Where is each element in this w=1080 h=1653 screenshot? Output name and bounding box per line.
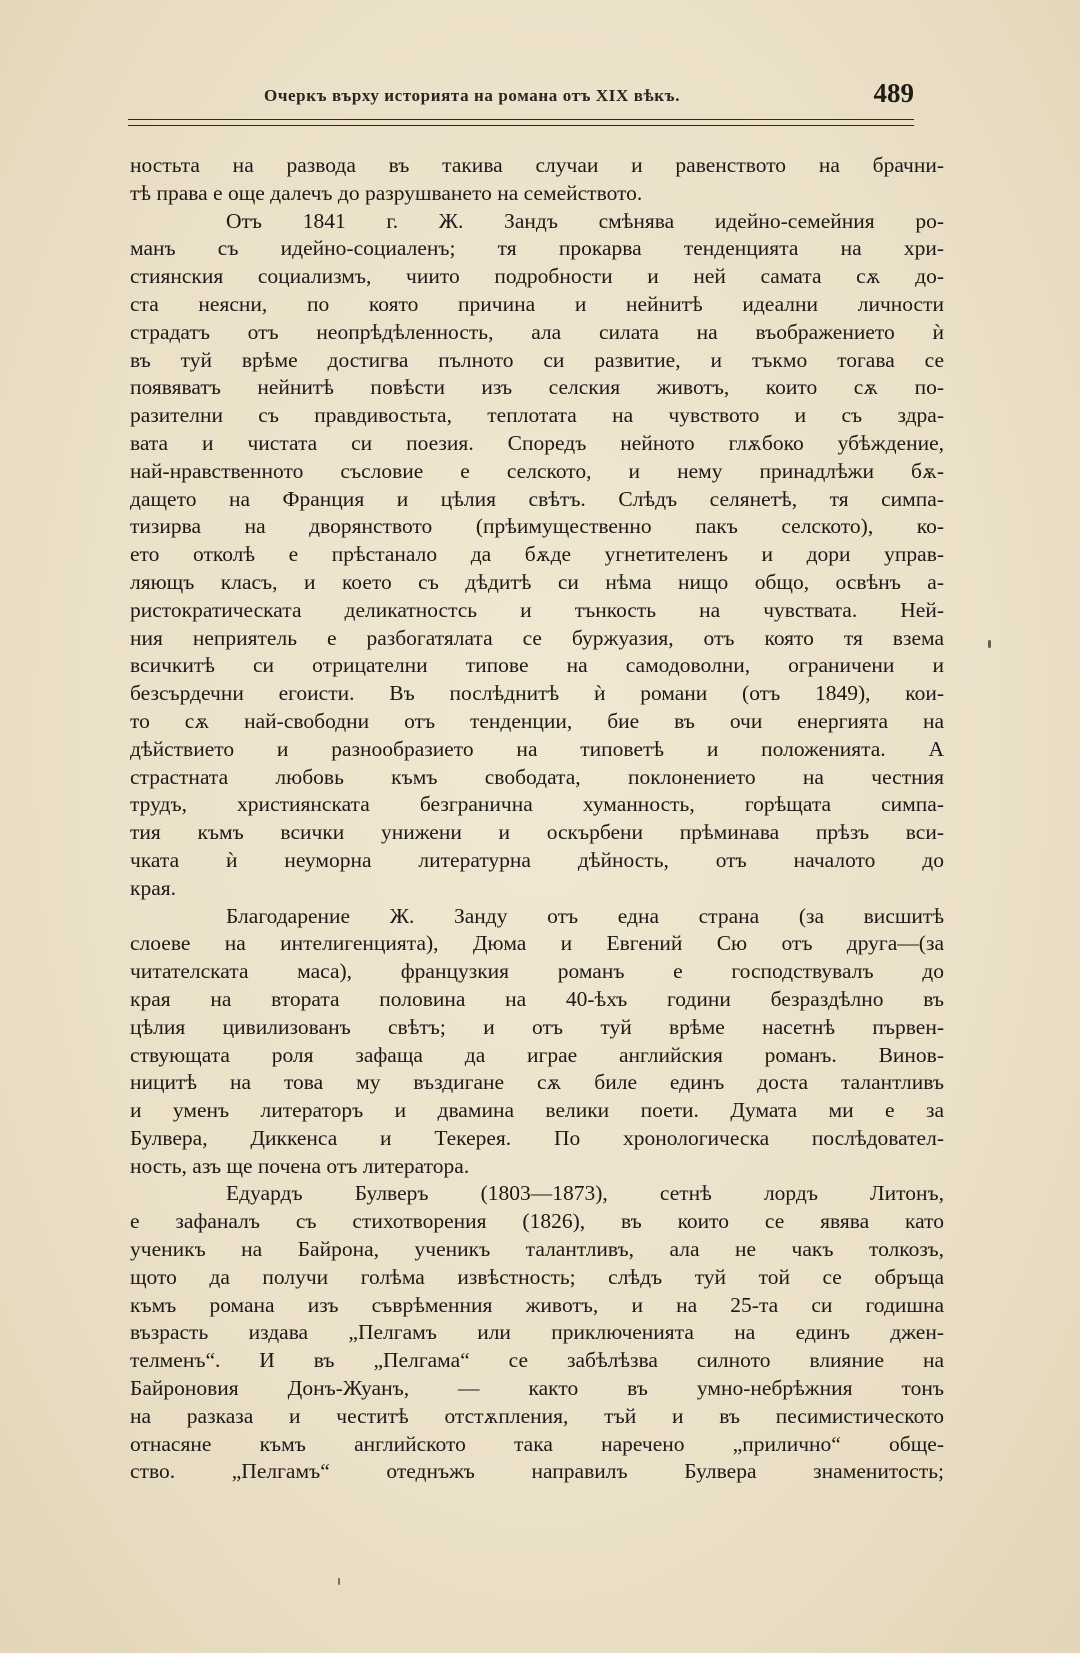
text-line: Едуардъ Булверъ (1803—1873), сетнѣ лордъ Литонъ,	[226, 1181, 944, 1206]
text-line: тия къмъ всички унижени и оскърбени прѣминава прѣзъ вси-	[130, 820, 944, 845]
header-rule-bottom	[128, 125, 914, 126]
text-line: въ туй врѣме достигва пълното си развитие, и тъкмо тогава се	[130, 347, 944, 372]
text-line: ностьта на развода въ такива случаи и равенството на брачни-	[130, 153, 944, 177]
running-title: Очеркъ върху историята на романа отъ XIX вѣкъ.	[264, 86, 681, 105]
text-line: Благодарение Ж. Занду отъ една страна (за висшитѣ	[226, 903, 944, 928]
text-line: то сѫ най-свободни отъ тенденции, бие въ очи енергията на	[130, 708, 944, 733]
text-line: края.	[130, 875, 177, 900]
text-line: дащето на Франция и цѣлия свѣтъ. Слѣдъ селянетѣ, тя симпа-	[130, 486, 944, 511]
text-line: безсърдечни егоисти. Въ послѣднитѣ ѝ романи (отъ 1849), кои-	[130, 681, 944, 706]
text-line: телменъ“. И въ „Пелгама“ се забѣлѣзва силното влияние на	[130, 1348, 944, 1373]
text-line: отнасяне къмъ английското така наречено „прилично“ обще-	[130, 1431, 944, 1456]
text-line: трудъ, християнската безгранична хуманность, горѣщата симпа-	[130, 792, 944, 817]
text-line: къмъ романа изъ съврѣменния животъ, и на 25-та си годишна	[130, 1292, 944, 1317]
text-line: ристократическата деликатностсь и тънкость на чувствата. Ней-	[130, 597, 944, 622]
text-line: появяватъ нейнитѣ повѣсти изъ селския животъ, които сѫ по-	[130, 375, 944, 400]
header-rule-top	[128, 119, 914, 120]
text-line: ния неприятель е разбогатялата се буржуазия, отъ която тя взема	[130, 625, 944, 650]
text-line: стиянския социализмъ, чиито подробности и ней самата сѫ до-	[130, 264, 944, 289]
text-line: разителни съ правдивостьта, теплотата на чувството и съ здра-	[130, 403, 944, 428]
text-line: цѣлия цивилизованъ свѣтъ; и отъ туй врѣме насетнѣ първен-	[130, 1014, 944, 1039]
text-line: страстната любовь къмъ свободата, поклонението на честния	[130, 764, 944, 789]
text-line: на разказа и честитѣ отстѫпления, тъй и въ песимистическото	[130, 1403, 944, 1428]
text-line: ность, азъ ще почена отъ литератора.	[130, 1153, 470, 1178]
text-line: ляющъ класъ, и което съ дѣдитѣ си нѣма нищо общо, освѣнъ а-	[130, 569, 944, 594]
ink-speck	[338, 1578, 340, 1585]
text-line: ницитѣ на това му въздигане сѫ биле единъ доста талантливъ	[130, 1070, 944, 1095]
text-line: най-нравственното съсловие е селското, и нему принадлѣжи бѫ-	[130, 458, 944, 483]
text-line: Булвера, Диккенса и Текерея. По хронологическа послѣдовател-	[130, 1125, 944, 1150]
text-line: възрасть издава „Пелгамъ или приключенията на единъ джен-	[130, 1320, 944, 1345]
text-line: читателската маса), французкия романъ е господствувалъ до	[130, 959, 944, 984]
page-header	[128, 78, 914, 118]
text-line: тѣ права е още далечъ до разрушването на семейството.	[130, 180, 643, 205]
text-line: Байроновия Донъ-Жуанъ, — както въ умно-небрѣжния тонъ	[130, 1376, 944, 1401]
text-line: ство. „Пелгамъ“ отеднъжъ направилъ Булвера знаменитость;	[130, 1459, 944, 1484]
text-line: ствующата роля зафаща да играе английския романъ. Винов-	[130, 1042, 944, 1067]
text-line: и уменъ литераторъ и двамина велики поети. Думата ми е за	[130, 1098, 944, 1123]
body-text	[130, 152, 944, 1486]
text-line: вата и чистата си поезия. Споредъ нейното глѫбоко убѣждение,	[130, 430, 944, 455]
page-number: 489	[873, 78, 914, 108]
text-line: манъ съ идейно-социаленъ; тя прокарва тенденцията на хри-	[130, 236, 944, 261]
text-line: дѣйствието и разнообразието на типоветѣ и положенията. А	[130, 736, 944, 761]
text-line: ученикъ на Байрона, ученикъ талантливъ, ала не чакъ толкозъ,	[130, 1237, 944, 1262]
text-line: щото да получи голѣма извѣстность; слѣдъ туй той се обръща	[130, 1264, 944, 1289]
text-line: е зафаналъ съ стихотворения (1826), въ които се явява като	[130, 1209, 944, 1234]
text-line: ето отколѣ е прѣстанало да бѫде угнетителенъ и дори управ-	[130, 542, 944, 567]
text-line: всичкитѣ си отрицателни типове на самодоволни, ограничени и	[130, 653, 944, 678]
text-line: края на втората половина на 40-ѣхъ години безраздѣлно въ	[130, 986, 944, 1011]
ink-speck	[988, 640, 991, 648]
text-line: Отъ 1841 г. Ж. Зандъ смѣнява идейно-семейния ро-	[226, 208, 944, 233]
text-line: чката ѝ неуморна литературна дѣйность, отъ началото до	[130, 847, 944, 872]
text-line: ста неясни, по която причина и нейнитѣ идеални личности	[130, 291, 944, 316]
text-line: слоеве на интелигенцията), Дюма и Евгений Сю отъ друга—(за	[130, 931, 944, 956]
text-line: страдатъ отъ неопрѣдѣленность, ала силата на въображението ѝ	[130, 319, 944, 344]
text-line: тизирва на дворянството (прѣимущественно пакъ селското), ко-	[130, 514, 944, 539]
